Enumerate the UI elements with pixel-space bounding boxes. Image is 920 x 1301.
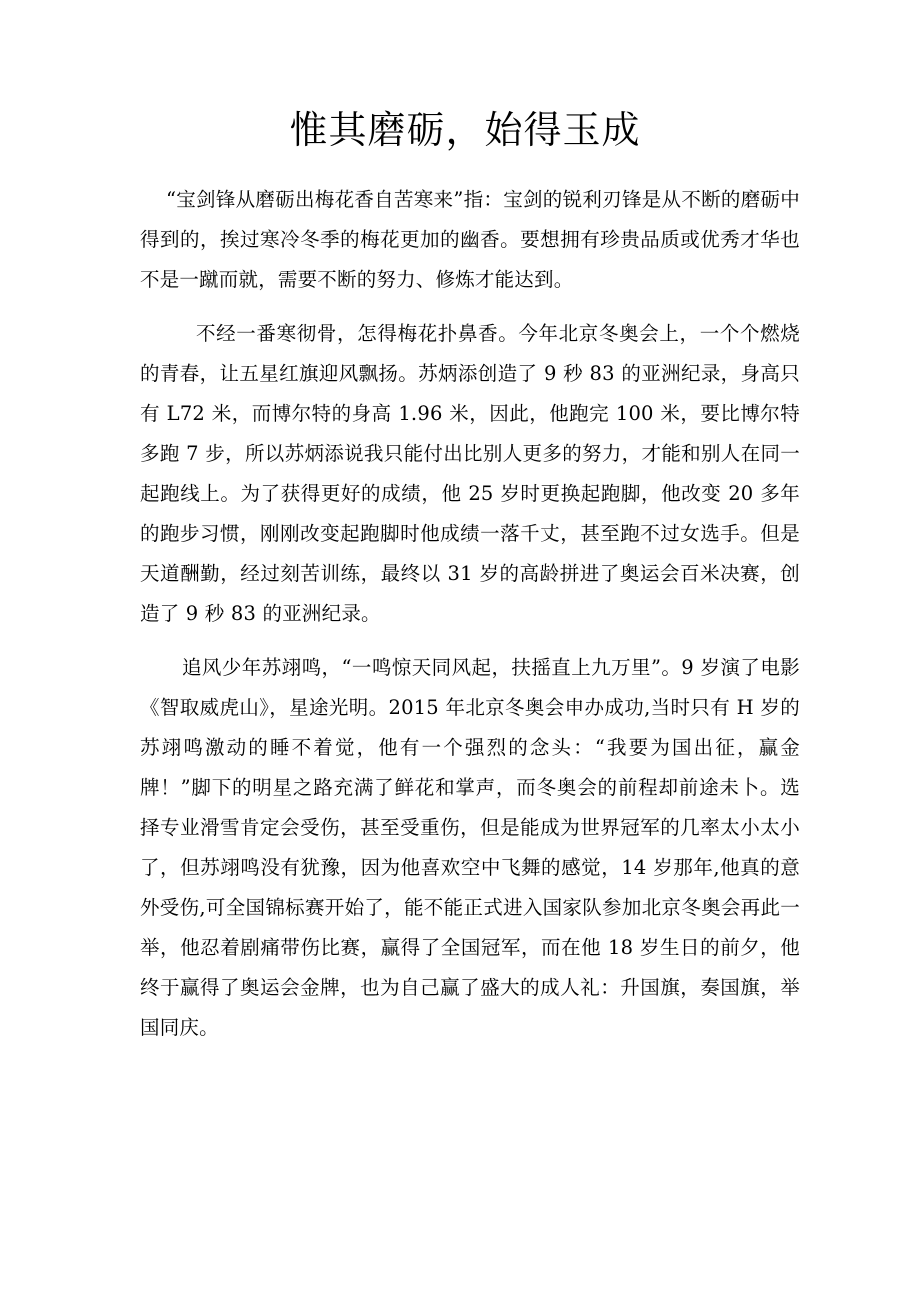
- paragraph-su-bingtian: 不经一番寒彻骨，怎得梅花扑鼻香。今年北京冬奥会上，一个个燃烧的青春，让五星红旗迎风飘扬。苏炳添创造了 9 秒 83 的亚洲纪录，身高只有 L72 米，而博尔特的身高 1.96 米，因此，他跑完 100 米，要比博尔特多跑 7 步，所以苏炳添说我只能付出比别人更多的努力，才能和别人在同一起跑线上。为了获得更好的成绩，他 25 岁时更换起跑脚，他改变 20 多年的跑步习惯，刚刚改变起跑脚时他成绩一落千丈，甚至跑不过女选手。但是天道酬勤，经过刻苦训练，最终以 31 岁的高龄拼进了奥运会百米决赛，创造了 9 秒 83 的亚洲纪录。: [140, 322, 800, 625]
- paragraph-su-yiming: 追风少年苏翊鸣，“一鸣惊天同风起，扶摇直上九万里”。9 岁演了电影《智取威虎山》，星途光明。2015 年北京冬奥会申办成功,当时只有 H 岁的苏翊鸣激动的睡不着觉，他有一个强烈的念头：“我要为国出征，赢金牌！”脚下的明星之路充满了鲜花和掌声，而冬奥会的前程却前途未卜。选择专业滑雪肯定会受伤，甚至受重伤，但是能成为世界冠军的几率太小太小了，但苏翊鸣没有犹豫，因为他喜欢空中飞舞的感觉，14 岁那年,他真的意外受伤,可全国锦标赛开始了，能不能正式进入国家队参加北京冬奥会再此一举，他忍着剧痛带伤比赛，赢得了全国冠军，而在他 18 岁生日的前夕，他终于赢得了奥运会金牌，也为自己赢了盛大的成人礼：升国旗，奏国旗，举国同庆。: [140, 656, 800, 1039]
- document-title: 惟其磨砺，始得玉成: [289, 108, 641, 152]
- paragraph-intro: “宝剑锋从磨砺出梅花香自苦寒来”指：宝剑的锐利刃锋是从不断的磨砺中得到的，挨过寒冷冬季的梅花更加的幽香。要想拥有珍贵品质或优秀才华也不是一蹴而就，需要不断的努力、修炼才能达到。: [140, 188, 800, 291]
- article-body: [140, 180, 800, 1048]
